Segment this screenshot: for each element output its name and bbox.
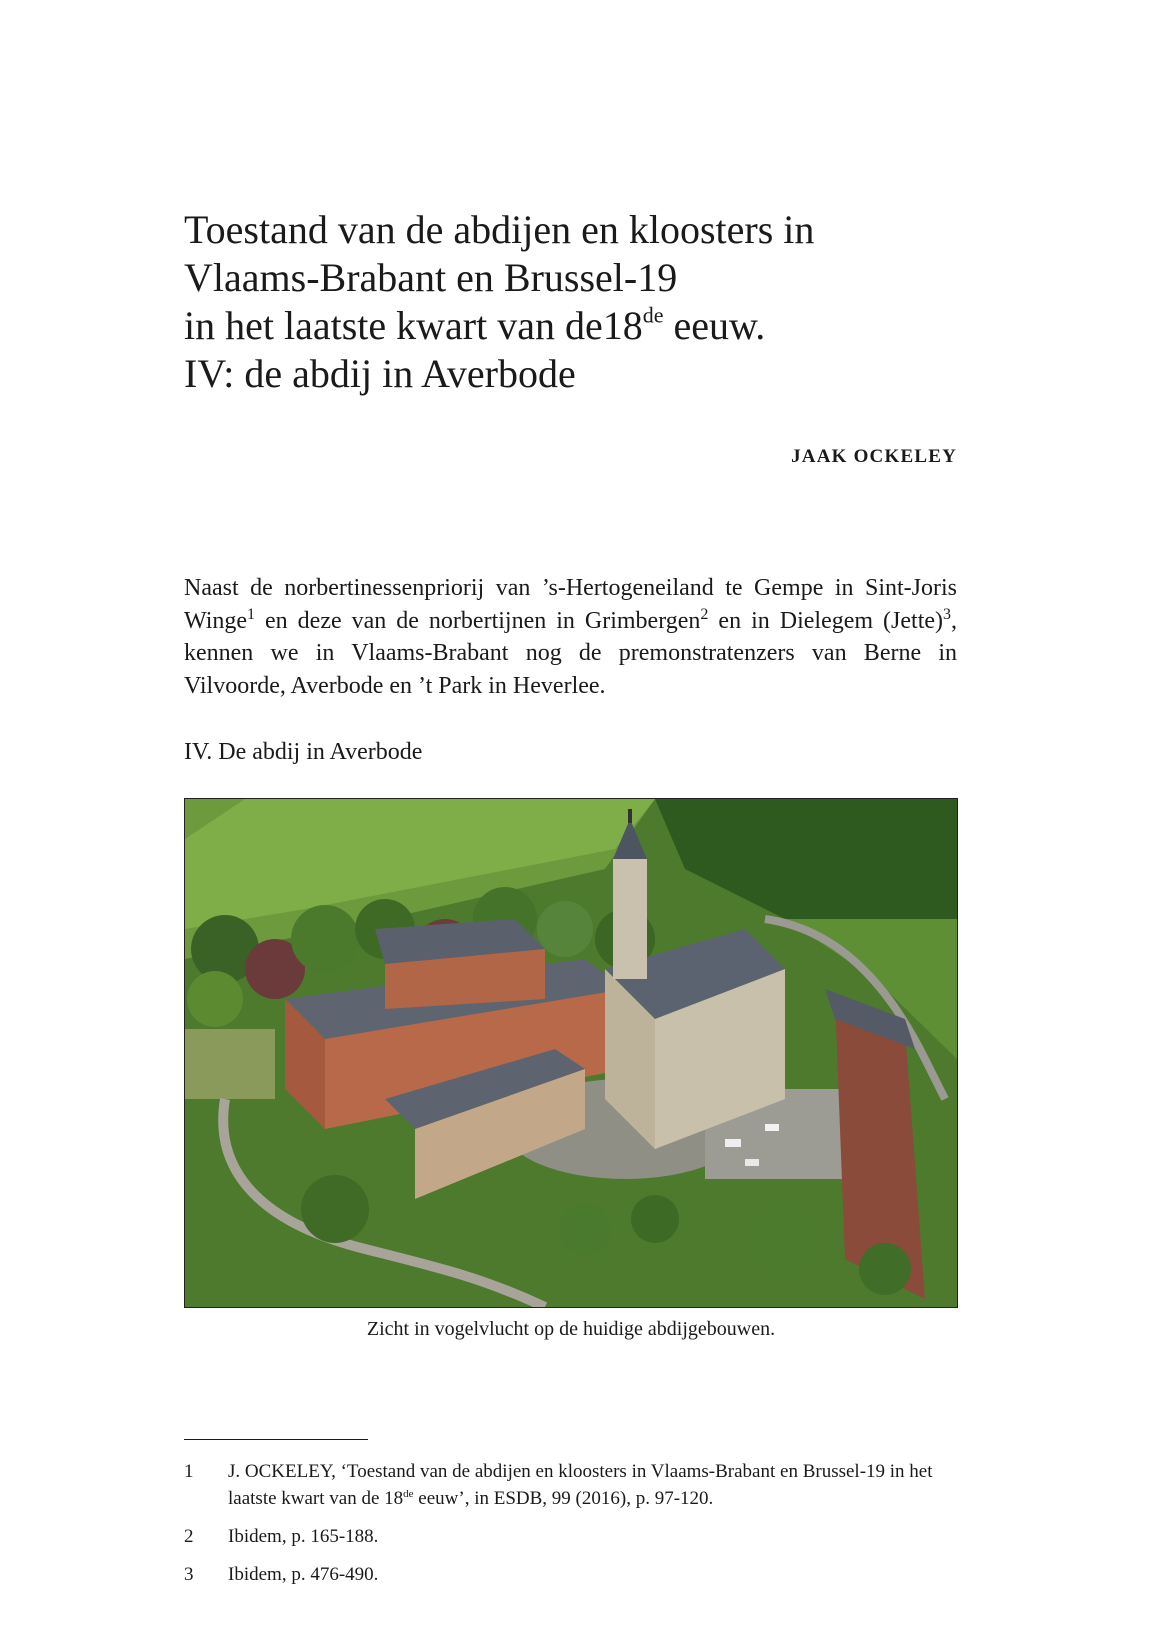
- footnote-ref-2[interactable]: 2: [700, 605, 709, 623]
- title-superscript: de: [642, 302, 664, 328]
- abbey-aerial-photo: [184, 798, 958, 1308]
- footnote-2: [184, 1523, 958, 1550]
- footnote-text: Ibidem, p. 476-490.: [228, 1564, 379, 1585]
- author-name: JAAK OCKELEY: [791, 446, 957, 467]
- footnote-divider: [184, 1439, 368, 1440]
- footnotes: [184, 1458, 958, 1599]
- footnote-ref-1[interactable]: 1: [247, 605, 256, 623]
- title-line-4: IV: de abdij in Averbode: [184, 351, 576, 396]
- title-line-2: Vlaams-Brabant en Brussel-19: [184, 255, 678, 300]
- footnote-number: 1: [184, 1461, 194, 1482]
- title-line-3: in het laatste kwart van de18de eeuw.: [184, 302, 766, 348]
- footnote-text: Ibidem, p. 165-188.: [228, 1526, 379, 1547]
- footnote-number: 2: [184, 1526, 194, 1547]
- footnote-1: [184, 1458, 958, 1512]
- article-title: [184, 206, 984, 398]
- section-heading: IV. De abdij in Averbode: [184, 739, 423, 765]
- intro-paragraph: Naast de norbertinessenpriorij van ’s-Hertogeneiland te Gempe in Sint-Joris Winge$^1$ en deze van de norbertijnen in Grimbergen$^2$ en in Dielegem (Jette)$^3$, kennen we in Vlaams-Brabant nog de premonstratenzers van Berne in Vilvoorde, Averbode en ’t Park in Heverlee.: [184, 575, 957, 699]
- title-line-1: Toestand van de abdijen en kloosters in: [184, 207, 815, 252]
- footnote-text: J. OCKELEY, ‘Toestand van de abdijen en kloosters in Vlaams-Brabant en Brussel-19 in het laatste kwart van de 18de eeuw’, in ESDB, 99 (2016), p. 97-120.: [228, 1461, 933, 1509]
- footnote-3: [184, 1561, 958, 1588]
- footnote-ref-3[interactable]: 3: [943, 605, 951, 623]
- figure-caption: Zicht in vogelvlucht op de huidige abdijgebouwen.: [366, 1318, 776, 1340]
- footnote-number: 3: [184, 1564, 194, 1585]
